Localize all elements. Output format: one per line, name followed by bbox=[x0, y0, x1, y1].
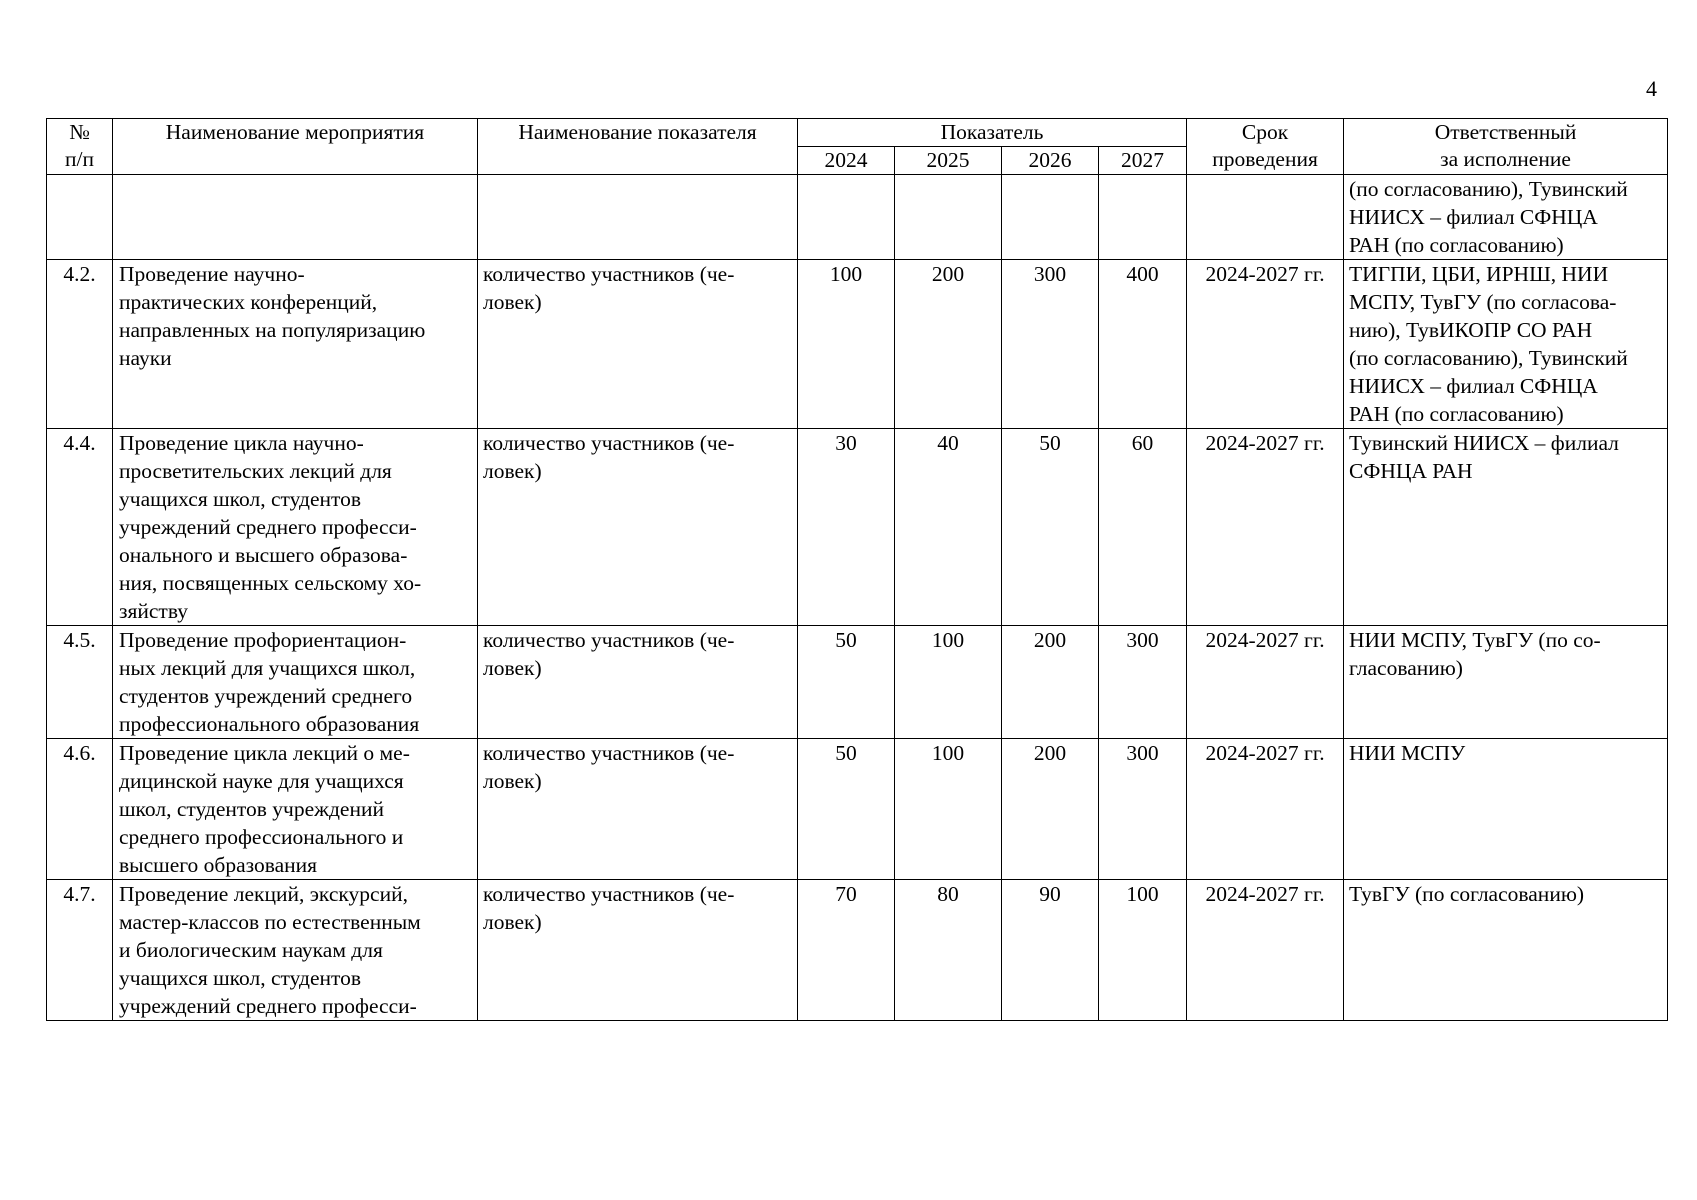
row-event: Проведение цикла лекций о ме- дицинской науке для учащихся школ, студентов учреждений среднего профессионального и высшего образования bbox=[113, 739, 478, 880]
row-value-2027: 300 bbox=[1099, 626, 1187, 739]
row-value-2024: 50 bbox=[798, 626, 895, 739]
row-value bbox=[1099, 175, 1187, 260]
row-responsible: НИИ МСПУ, ТувГУ (по со- гласованию) bbox=[1344, 626, 1668, 739]
table-row bbox=[47, 626, 1668, 739]
row-period: 2024-2027 гг. bbox=[1187, 260, 1344, 429]
row-value-2026: 200 bbox=[1002, 739, 1099, 880]
row-event: Проведение цикла научно- просветительских лекций для учащихся школ, студентов учреждений среднего професси- онального и высшего образова- ния, посвященных сельскому хо- зяйству bbox=[113, 429, 478, 626]
header-year: 2027 bbox=[1099, 147, 1187, 175]
table-row bbox=[47, 260, 1668, 429]
row-value-2024: 50 bbox=[798, 739, 895, 880]
table-row bbox=[47, 175, 1668, 260]
header-year: 2025 bbox=[895, 147, 1002, 175]
table-body bbox=[47, 175, 1668, 1021]
row-num: 4.2. bbox=[47, 260, 113, 429]
header-period: Срок проведения bbox=[1187, 119, 1344, 175]
row-event bbox=[113, 175, 478, 260]
row-num: 4.5. bbox=[47, 626, 113, 739]
events-table bbox=[46, 118, 1668, 1021]
row-indicator: количество участников (че- ловек) bbox=[478, 429, 798, 626]
row-event: Проведение профориентацион- ных лекций для учащихся школ, студентов учреждений среднего профессионального образования bbox=[113, 626, 478, 739]
row-value-2025: 100 bbox=[895, 626, 1002, 739]
row-responsible: Тувинский НИИСХ – филиал СФНЦА РАН bbox=[1344, 429, 1668, 626]
row-event: Проведение лекций, экскурсий, мастер-классов по естественным и биологическим наукам для учащихся школ, студентов учреждений среднего професси- bbox=[113, 880, 478, 1021]
row-indicator: количество участников (че- ловек) bbox=[478, 880, 798, 1021]
row-num: 4.4. bbox=[47, 429, 113, 626]
row-period: 2024-2027 гг. bbox=[1187, 626, 1344, 739]
row-value bbox=[895, 175, 1002, 260]
row-responsible: ТИГПИ, ЦБИ, ИРНШ, НИИ МСПУ, ТувГУ (по согласова- нию), ТувИКОПР СО РАН (по согласованию), Тувинский НИИСХ – филиал СФНЦА РАН (по согласованию) bbox=[1344, 260, 1668, 429]
row-value-2027: 60 bbox=[1099, 429, 1187, 626]
row-value-2024: 100 bbox=[798, 260, 895, 429]
row-value-2024: 70 bbox=[798, 880, 895, 1021]
row-period: 2024-2027 гг. bbox=[1187, 429, 1344, 626]
row-value-2027: 100 bbox=[1099, 880, 1187, 1021]
row-value bbox=[798, 175, 895, 260]
row-value-2027: 400 bbox=[1099, 260, 1187, 429]
row-indicator: количество участников (че- ловек) bbox=[478, 260, 798, 429]
row-value-2026: 200 bbox=[1002, 626, 1099, 739]
row-responsible: ТувГУ (по согласованию) bbox=[1344, 880, 1668, 1021]
row-value-2025: 80 bbox=[895, 880, 1002, 1021]
row-value bbox=[1002, 175, 1099, 260]
row-value-2027: 300 bbox=[1099, 739, 1187, 880]
row-num: 4.7. bbox=[47, 880, 113, 1021]
page-number: 4 bbox=[1646, 76, 1657, 101]
row-indicator bbox=[478, 175, 798, 260]
header-indicator-name: Наименование показателя bbox=[478, 119, 798, 175]
row-value-2026: 300 bbox=[1002, 260, 1099, 429]
row-indicator: количество участников (че- ловек) bbox=[478, 739, 798, 880]
row-period: 2024-2027 гг. bbox=[1187, 880, 1344, 1021]
row-indicator: количество участников (че- ловек) bbox=[478, 626, 798, 739]
row-period bbox=[1187, 175, 1344, 260]
table-row bbox=[47, 429, 1668, 626]
table-row bbox=[47, 739, 1668, 880]
header-indicator-group: Показатель bbox=[798, 119, 1187, 147]
row-value-2026: 90 bbox=[1002, 880, 1099, 1021]
row-event: Проведение научно- практических конференций, направленных на популяризацию науки bbox=[113, 260, 478, 429]
header-responsible: Ответственный за исполнение bbox=[1344, 119, 1668, 175]
header-event-name: Наименование мероприятия bbox=[113, 119, 478, 175]
row-responsible: НИИ МСПУ bbox=[1344, 739, 1668, 880]
row-period: 2024-2027 гг. bbox=[1187, 739, 1344, 880]
header-num: № п/п bbox=[47, 119, 113, 175]
row-value-2025: 200 bbox=[895, 260, 1002, 429]
row-responsible: (по согласованию), Тувинский НИИСХ – филиал СФНЦА РАН (по согласованию) bbox=[1344, 175, 1668, 260]
row-value-2025: 40 bbox=[895, 429, 1002, 626]
row-num: 4.6. bbox=[47, 739, 113, 880]
table-header bbox=[47, 119, 1668, 175]
row-num bbox=[47, 175, 113, 260]
table-row bbox=[47, 880, 1668, 1021]
header-year: 2026 bbox=[1002, 147, 1099, 175]
row-value-2026: 50 bbox=[1002, 429, 1099, 626]
header-year: 2024 bbox=[798, 147, 895, 175]
row-value-2025: 100 bbox=[895, 739, 1002, 880]
row-value-2024: 30 bbox=[798, 429, 895, 626]
